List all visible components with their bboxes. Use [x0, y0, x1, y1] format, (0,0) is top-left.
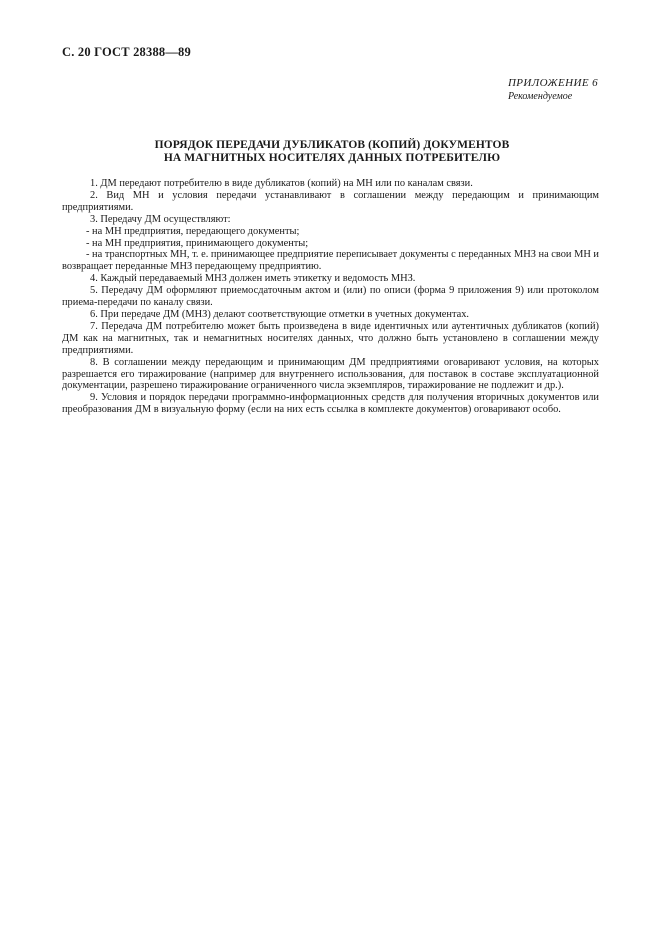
- paragraph-8: 8. В соглашении между передающим и принимающим ДМ предприятиями оговаривают условия, на которых разрешается его тиражирование (например для внутреннего использования, для поставок в составе эксплуатационной документации, разрешено тиражирование ограниченного числа экземпляров, тиражирование не подлежит и др.).: [62, 356, 599, 392]
- list-item-sender-media: - на МН предприятия, передающего документы;: [86, 225, 300, 237]
- paragraph-9: 9. Условия и порядок передачи программно-информационных средств для получения вторичных документов или преобразования ДМ в визуальную форму (если на них есть ссылка в комплекте документов) оговаривают особо.: [62, 392, 599, 416]
- body-text: [62, 178, 599, 416]
- appendix-label: ПРИЛОЖЕНИЕ 6: [507, 77, 598, 89]
- paragraph-6: 6. При передаче ДМ (МНЗ) делают соответствующие отметки в учетных документах.: [90, 308, 470, 320]
- paragraph-3: 3. Передачу ДМ осуществляют:: [90, 213, 231, 225]
- list-item-transport-media: - на транспортных МН, т. е. принимающее предприятие переписывает документы с переданных МНЗ на свои МН и возвращает переданные МНЗ передающему предприятию.: [62, 249, 599, 273]
- appendix-block: [508, 77, 598, 103]
- section-title-line-1: ПОРЯДОК ПЕРЕДАЧИ ДУБЛИКАТОВ (КОПИЙ) ДОКУМЕНТОВ: [154, 139, 510, 151]
- paragraph-7: 7. Передача ДМ потребителю может быть произведена в виде идентичных или аутентичных дубликатов (копий) ДМ как на магнитных, так и немагнитных носителях данных, что должно быть установлено в соглашении между предприятиями.: [62, 320, 599, 356]
- section-title-line-2: НА МАГНИТНЫХ НОСИТЕЛЯХ ДАННЫХ ПОТРЕБИТЕЛЮ: [163, 152, 501, 164]
- appendix-status: Рекомендуемое: [507, 91, 573, 102]
- paragraph-1: 1. ДМ передают потребителю в виде дубликатов (копий) на МН или по каналам связи.: [90, 178, 473, 189]
- running-head: С. 20 ГОСТ 28388—89: [62, 45, 191, 59]
- paragraph-5: 5. Передачу ДМ оформляют приемосдаточным актом и (или) по описи (форма 9 приложения 9) или протоколом приема-передачи по каналу связи.: [62, 285, 599, 309]
- list-item-receiver-media: - на МН предприятия, принимающего документы;: [86, 237, 309, 249]
- paragraph-2: 2. Вид МН и условия передачи устанавливают в соглашении между передающим и принимающим предприятиями.: [62, 189, 599, 213]
- paragraph-4: 4. Каждый передаваемый МНЗ должен иметь этикетку и ведомость МНЗ.: [90, 273, 416, 285]
- section-title: [62, 139, 602, 165]
